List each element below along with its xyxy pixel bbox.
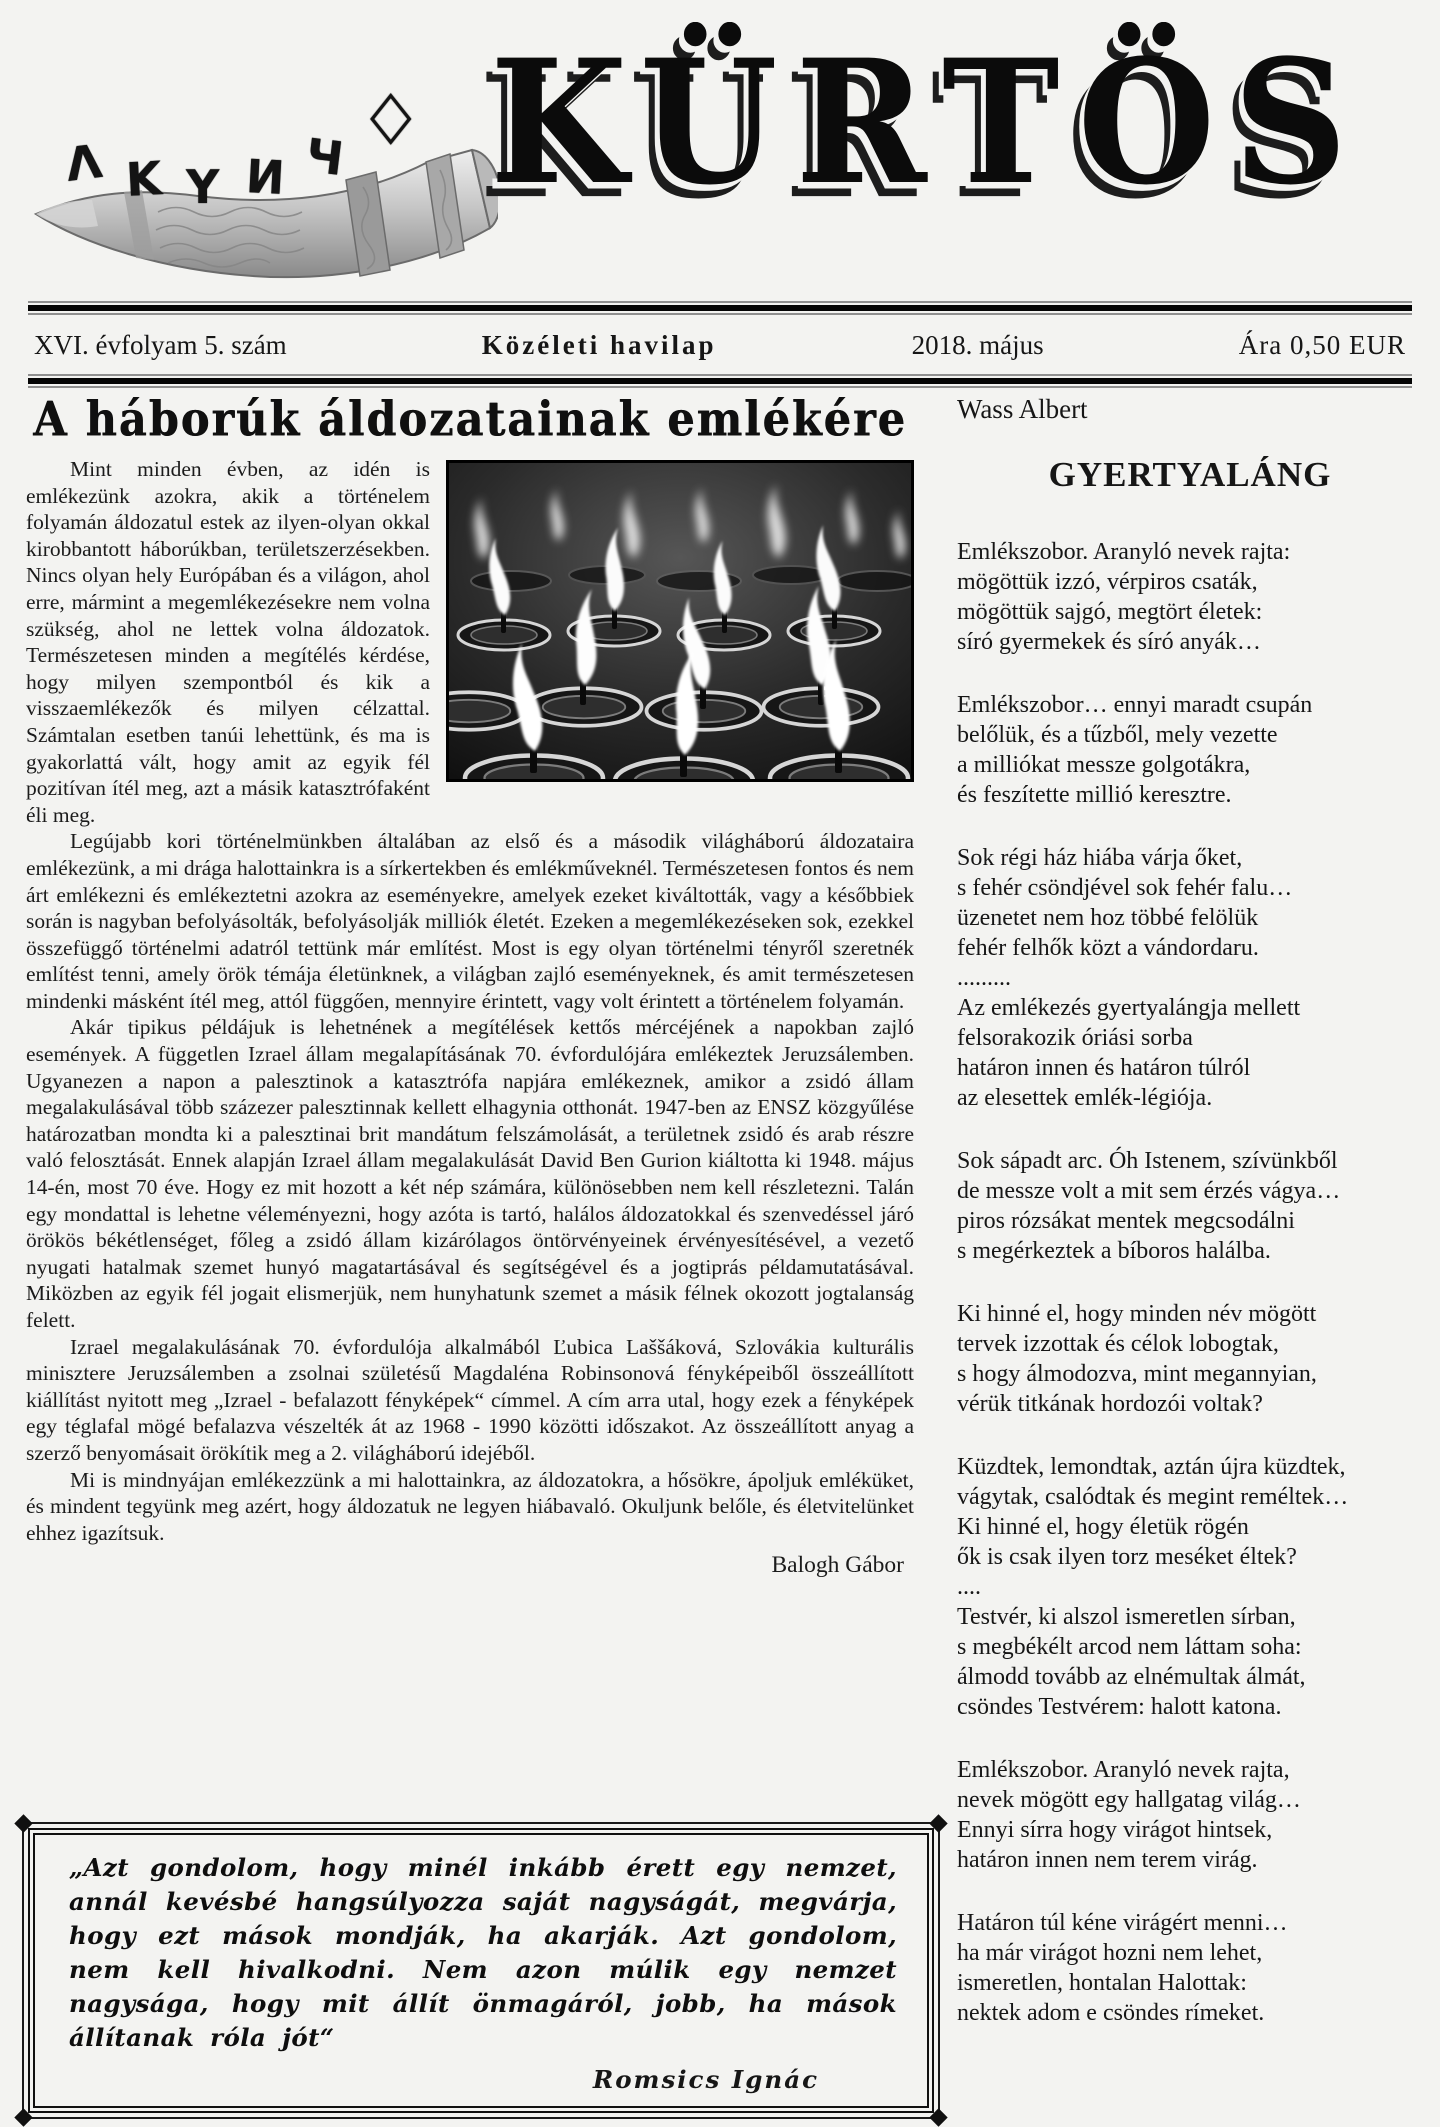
rune-glyph: Y <box>186 160 220 214</box>
poem-line: nevek mögött egy hallgatag világ… <box>957 1787 1301 1813</box>
rune-glyph: ◇ <box>370 74 412 153</box>
poem-column <box>955 394 1425 2028</box>
poem-line: s megérkeztek a bíboros halálba. <box>957 1238 1271 1264</box>
poem-line: ismeretlen, hontalan Halottak: <box>957 1970 1247 1996</box>
poem-line: Ki hinné el, hogy életük rögén <box>957 1514 1249 1540</box>
poem-line: ......... <box>957 965 1011 991</box>
poem-stanza <box>957 537 1425 657</box>
quote-text: „Azt gondolom, hogy minél inkább érett egy nemzet, annál kevésbé hangsúlyozza saját nagyságát, megvárja, hogy ezt mások mondják, ha akarják. Azt gondolom, nem kell hivalkodni. Nem azon múlik egy nemzet nagysága, hogy mit állít önmagáról, jobb, ha mások állítanak róla jót“ <box>69 1853 897 2052</box>
poem-stanzas <box>955 537 1425 2028</box>
poem-stanza <box>957 690 1425 810</box>
article-paragraph: Legújabb kori történelmünkben általában az első és a második világháború áldozataira emlékezünk, a mi drága halottainkra is a sírkertekben és emlékműveknél. Természetesen fontos és nem árt emlékezni és emlékeztetni azokra az eseményekre, amelyek ezeket kiváltották, vagy a későbbiek során is nagyban befolyásolták, befolyásolják milliók életét. Ezeken a megemlékezéseken sok, ezekkel összefüggő történelmi adatról tettünk már említést. Most is egy olyan történelmi tényről szeretnék említést tenni, amely örök témája életünknek, a világban zajló eseményeknek, és amit természetesen mindenki másként ítél meg, attól függően, mennyire érintett, vagy volt érintett a történelem folyamán. <box>26 829 914 1013</box>
poem-line: álmodd tovább az elnémultak álmát, <box>957 1664 1306 1690</box>
poem-line: Az emlékezés gyertyalángja mellett <box>957 995 1301 1021</box>
rune-glyph: Ч <box>302 127 347 187</box>
poem-line: felsorakozik óriási sorba <box>957 1025 1193 1051</box>
poem-line: belőlük, és a tűzből, mely vezette <box>957 722 1278 748</box>
poem-stanza <box>957 1755 1425 1875</box>
rune-inscription <box>62 74 466 248</box>
poem-line: s fehér csöndjével sok fehér falu… <box>957 875 1293 901</box>
poem-line: mögöttük sajgó, megtört életek: <box>957 599 1263 625</box>
rune-glyph: Λ <box>62 134 105 192</box>
poem-line: határon innen nem terem virág. <box>957 1847 1258 1873</box>
candles-photo <box>446 460 914 782</box>
poem-line: s megbékélt arcod nem láttam soha: <box>957 1634 1302 1660</box>
poem-line: Emlékszobor… ennyi maradt csupán <box>957 692 1313 718</box>
poem-line: vágytak, csalódtak és megint reméltek… <box>957 1484 1349 1510</box>
quote-attribution: Romsics Ignác <box>592 2065 819 2094</box>
article-paragraph: Akár tipikus példájuk is lehetnének a megítélések kettős mércéjének a napokban zajló események. A független Izrael állam megalapításának 70. évfordulójára emlékeztek Jeruzsálemben. Ugyanezen a napon a palesztinok a katasztrófa napjára emlékeznek, amikor a zsidó állam megalakulásával több százezer palesztinnak kellett elhagynia otthonát. 1947-ben az ENSZ közgyűlése határozatban mondta ki a palesztinai brit mandátum felszámolását, a területnek zsidó és arab részre való felosztását. Ennek alapján Izrael állam megalakulását David Ben Gurion kiáltotta ki 1948. május 14-én, most 70 éve. Hogy ez mit hozott a két nép számára, különösebben nem kell részletezni. Talán egy mondattal is lehetne véleményezni, hogy azóta is tartó, halálos áldozatokkal és szenvedéssel járó örökös békétlenséget, főleg a zsidó állam kizárólagos öntörvényeinek érvényesítésével, a vezető nyugati hatalmak szemet hunyó magatartásával és segítségével és a jogtiprás példamutatásával. Miközben az egyik fél jogait elismerjük, nem hunyhatunk szemet a másik félnek okozott jogtalanság felett. <box>26 1015 914 1332</box>
poem-stanza <box>957 1146 1425 1266</box>
poem-line: Emlékszobor. Aranyló nevek rajta: <box>957 539 1291 565</box>
poem-line: Határon túl kéne virágért menni… <box>957 1910 1288 1936</box>
poem-stanza <box>957 1908 1425 2028</box>
poem-line: mögöttük izzó, vérpiros csaták, <box>957 569 1258 595</box>
poem-line: az elesettek emlék-légiója. <box>957 1085 1213 1111</box>
article-title: A háborúk áldozatainak emlékére <box>33 392 907 448</box>
price-label: Ára 0,50 EUR <box>1238 330 1406 360</box>
poem-line: tervek izzottak és célok lobogtak, <box>957 1331 1279 1357</box>
poem-author: Wass Albert <box>957 394 1088 424</box>
poem-line: Ki hinné el, hogy minden név mögött <box>957 1301 1317 1327</box>
candles-photo-graphic <box>449 463 911 779</box>
poem-line: üzenetet nem hoz többé felölük <box>957 905 1259 931</box>
poem-line: fehér felhők közt a vándordaru. <box>957 935 1259 961</box>
poem-line: nektek adom e csöndes rímeket. <box>957 2000 1265 2026</box>
poem-line: ha már virágot hozni nem lehet, <box>957 1940 1263 1966</box>
newspaper-title: KÜRTÖS <box>490 23 1366 224</box>
poem-line: Ennyi sírra hogy virágot hintsek, <box>957 1817 1273 1843</box>
quote-box <box>22 1822 940 2119</box>
poem-stanza <box>957 843 1425 1113</box>
issue-label: XVI. évfolyam 5. szám <box>34 330 287 360</box>
poem-line: piros rózsákat mentek megcsodálni <box>957 1208 1295 1234</box>
article-body <box>26 456 914 1579</box>
poem-line: ők is csak ilyen torz meséket éltek? <box>957 1544 1297 1570</box>
poem-stanza <box>957 1452 1425 1722</box>
poem-line: síró gyermekek és síró anyák… <box>957 629 1261 655</box>
page-content <box>0 392 1440 2100</box>
poem-line: .... <box>957 1574 981 1600</box>
rune-glyph: И <box>244 149 286 205</box>
poem-line: Küzdtek, lemondtak, aztán újra küzdtek, <box>957 1454 1346 1480</box>
article-byline: Balogh Gábor <box>771 1552 904 1579</box>
issue-date-label: 2018. május <box>911 330 1044 360</box>
masthead <box>0 0 1440 296</box>
poem-stanza <box>957 1299 1425 1419</box>
article-paragraph: Izrael megalakulásának 70. évfordulója alkalmából Ľubica Laššáková, Szlovákia kulturális minisztere Jeruzsálemben a zsolnai születésű Magdaléna Robinsonová fényképeiből összeállított kiállítást nyitott meg „Izrael - befalazott fényképek“ címmel. A cím arra utal, hogy ezek a fényképek egy téglafal mögé befalazva vészelték át az 1968 - 1990 közötti időszakot. Az összeállított anyag a szerző benyomásait örökítik meg a 2. világháború idejéből. <box>26 1334 914 1465</box>
rune-glyph: K <box>124 151 164 207</box>
divider-rule-top <box>28 301 1412 315</box>
article-paragraph: Mint minden évben, az idén is emlékezünk azokra, akik a történelem folyamán áldozatul estek az ilyen-olyan okkal kirobbantott háborúkban, területszerzésekben. Nincs olyan hely Európában és a világon, ahol erre, mármint a megemlékezésekre nem volna szükség, ahol ne lettek volna áldozatok. Természetesen minden a megítélés kérdése, hogy milyen szempontból és kik a visszaemlékezők és milyen célzattal. Számtalan esetben tanúi lehettünk, és ma is gyakorlattá vált, hogy amit az egyik fél pozitívan ítél meg, azt a másik katasztrófaként éli meg. <box>26 457 430 827</box>
poem-line: és feszítette millió keresztre. <box>957 782 1232 808</box>
poem-title: GYERTYALÁNG <box>1048 455 1332 494</box>
infobar <box>28 301 1412 388</box>
poem-line: a milliókat messze golgotákra, <box>957 752 1251 778</box>
poem-line: Testvér, ki alszol ismeretlen sírban, <box>957 1604 1296 1630</box>
article-paragraph: Mi is mindnyájan emlékezzünk a mi halottainkra, az áldozatokra, a hősökre, ápoljuk emléküket, és mindent tegyünk meg azért, hogy áldozatuk ne legyen hiábavaló. Okuljunk belőle, és életvitelünket ehhez igazítsuk. <box>26 1467 914 1545</box>
poem-line: Sok sápadt arc. Óh Istenem, szívünkből <box>957 1148 1338 1174</box>
poem-line: csöndes Testvérem: halott katona. <box>957 1694 1282 1720</box>
poem-line: Sok régi ház hiába várja őket, <box>957 845 1243 871</box>
main-article <box>26 392 914 1579</box>
poem-line: s hogy álmodozva, mint megannyian, <box>957 1361 1317 1387</box>
poem-line: határon innen és határon túlról <box>957 1055 1251 1081</box>
poem-line: de messze volt a mit sem érzés vágya… <box>957 1178 1341 1204</box>
divider-rule-bottom <box>28 374 1412 388</box>
poem-line: Emlékszobor. Aranyló nevek rajta, <box>957 1757 1290 1783</box>
poem-line: vérük titkának hordozói voltak? <box>957 1391 1263 1417</box>
publication-type-label: Közéleti havilap <box>481 330 717 360</box>
